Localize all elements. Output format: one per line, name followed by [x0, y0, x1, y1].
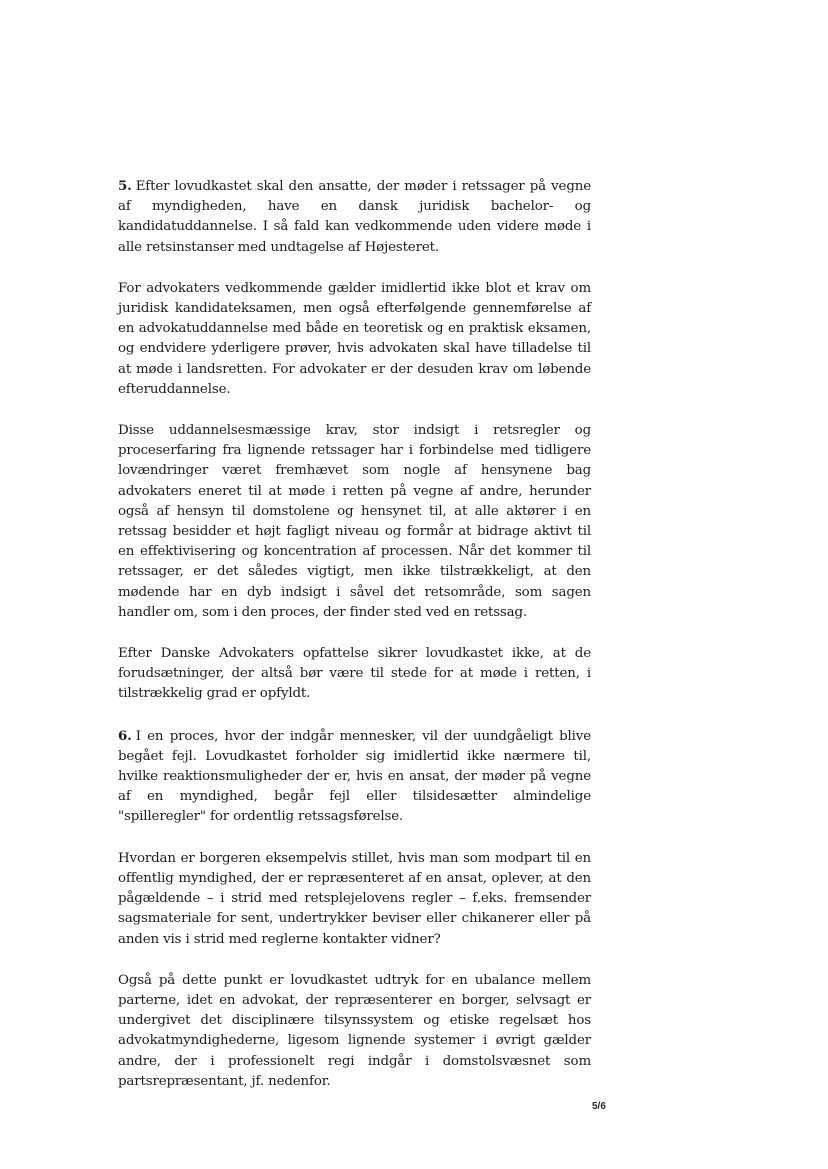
paragraph-borgeren: [118, 849, 591, 950]
paragraph-text: Disse uddannelsesmæssige krav, stor indsigt i retsregler og proceserfaring fra lignende retssager har i forbindelse med tidligere lovændringer været fremhævet som nogle af hensynene bag advokaters eneret til at møde i retten på vegne af andre, herunder også af hensyn til domstolene og hensynet til, at alle aktører i en retssag besidder et højt fagligt niveau og formår at bidrage aktivt til en effektivisering og koncentration af processen. Når det kommer til retssager, er det således vigtigt, men ikke tilstrækkeligt, at den mødende har en dyb indsigt i såvel det retsområde, som sagen handler om, som i den proces, der finder sted ved en retssag.: [118, 423, 591, 620]
paragraph-6: [118, 726, 591, 828]
paragraph-uddannelseskrav: [118, 421, 591, 623]
paragraph-text: I en proces, hvor der indgår mennesker, vil der uundgåeligt blive begået fejl. Lovudkastet forholder sig imidlertid ikke nærmere til, hvilke reaktionsmuligheder der er, hvis en ansat, der møder på vegne af en myndighed, begår fejl eller tilsidesætter almindelige "spilleregler" for ordentlig retssagsførelse.: [118, 728, 591, 825]
paragraph-advokater-krav: [118, 279, 591, 400]
paragraph-number: 5.: [118, 178, 132, 194]
paragraph-5: [118, 176, 591, 258]
paragraph-text: Hvordan er borgeren eksempelvis stillet, hvis man som modpart til en offentlig myndighed, der er repræsenteret af en ansat, oplever, at den pågældende – i strid med retsplejelovens regler – f.eks. fremsender sagsmateriale for sent, undertrykker beviser eller chikanerer eller på anden vis i strid med reglerne kontakter vidner?: [118, 850, 591, 947]
paragraph-opfattelse: [118, 644, 591, 705]
page-number: 5/6: [592, 1101, 606, 1112]
paragraph-text: Efter Danske Advokaters opfattelse sikrer lovudkastet ikke, at de forudsætninger, der altså bør være til stede for at møde i retten, i tilstrækkelig grad er opfyldt.: [118, 646, 591, 702]
paragraph-text: Også på dette punkt er lovudkastet udtryk for en ubalance mellem parterne, idet en advokat, der repræsenterer en borger, selvsagt er undergivet det disciplinære tilsynssystem og etiske regelsæt hos advokatmyndighederne, ligesom lignende systemer i øvrigt gælder andre, der i professionelt regi indgår i domstolsvæsnet som partsrepræsentant, jf. nedenfor.: [118, 972, 591, 1089]
paragraph-text: For advokaters vedkommende gælder imidlertid ikke blot et krav om juridisk kandidateksamen, men også efterfølgende gennemførelse af en advokatuddannelse med både en teoretisk og en praktisk eksamen, og endvidere yderligere prøver, hvis advokaten skal have tilladelse til at møde i landsretten. For advokater er der desuden krav om løbende efteruddannelse.: [118, 280, 591, 397]
document-body: [118, 176, 591, 1113]
paragraph-number: 6.: [118, 727, 132, 744]
paragraph-text: Efter lovudkastet skal den ansatte, der møder i retssager på vegne af myndigheden, have en dansk juridisk bachelor- og kandidatuddannelse. I så fald kan vedkommende uden videre møde i alle retsinstanser med undtagelse af Højesteret.: [118, 179, 591, 255]
paragraph-ubalance: [118, 971, 591, 1092]
